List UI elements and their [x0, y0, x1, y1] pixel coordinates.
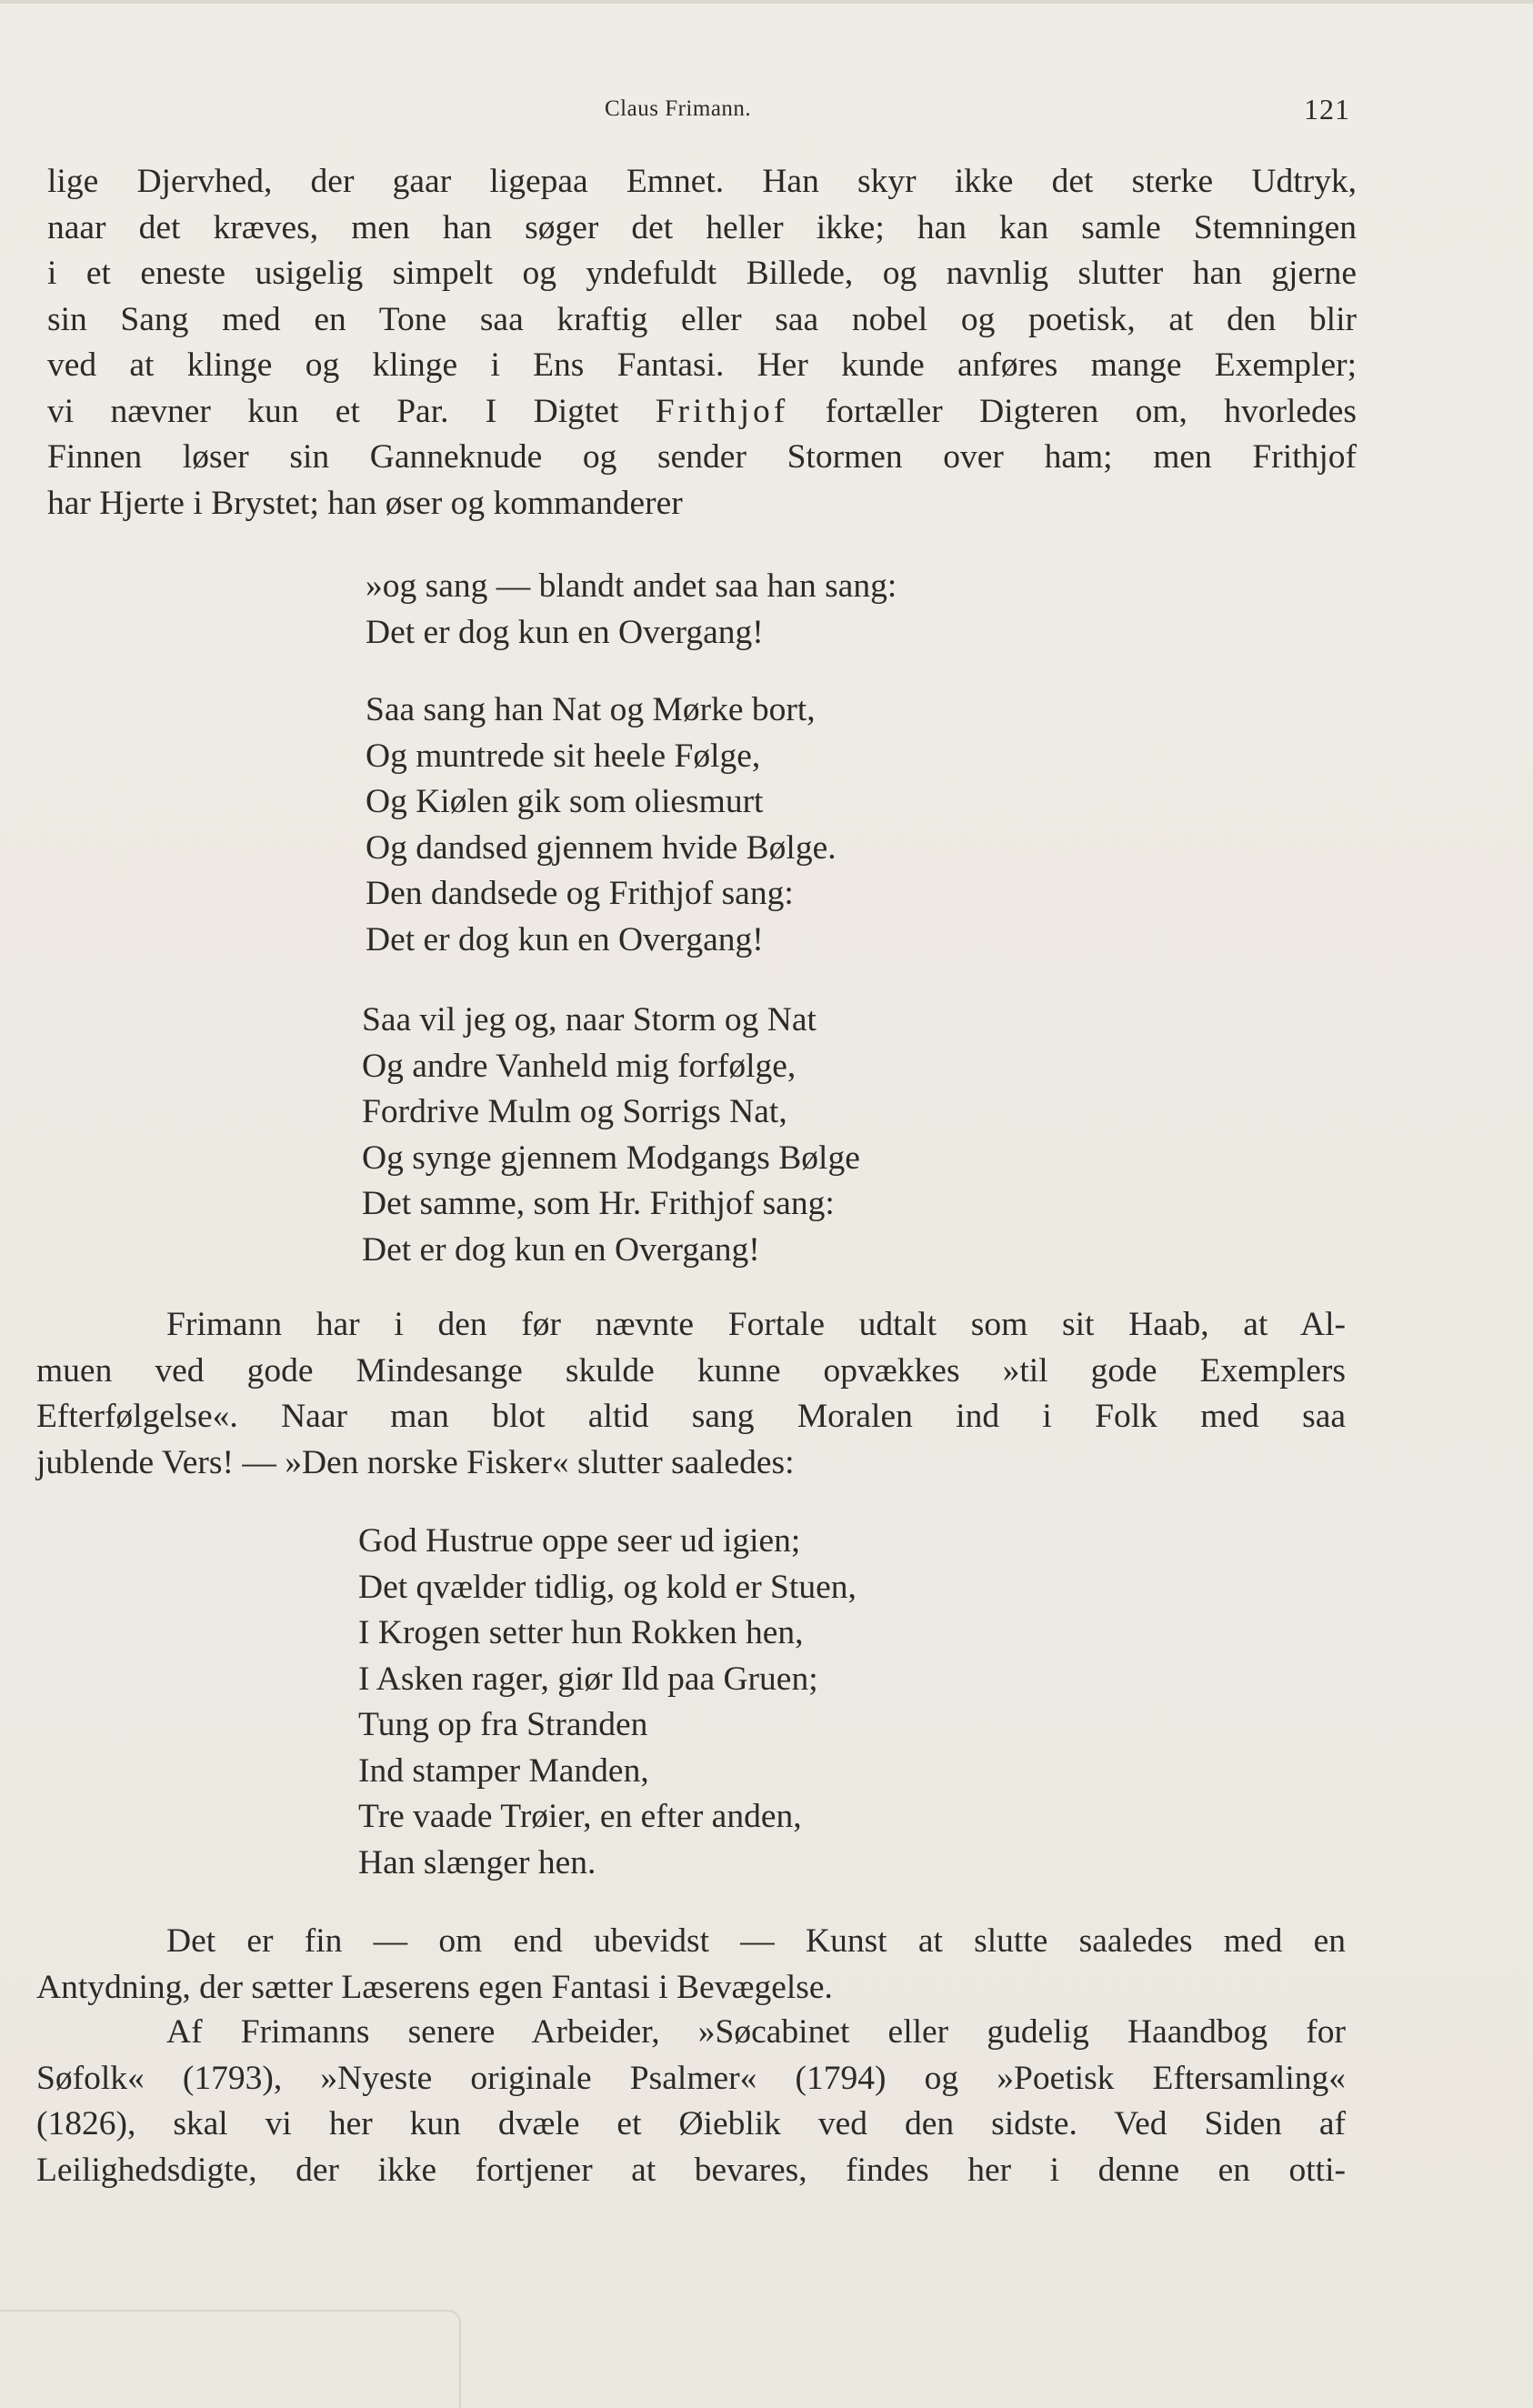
- verse-line: Saa sang han Nat og Mørke bort,: [366, 691, 816, 728]
- verse-line: Og muntrede sit heele Følge,: [366, 737, 761, 775]
- running-title: Claus Frimann.: [605, 96, 752, 121]
- verse-line: »og sang — blandt andet saa han sang:: [366, 567, 897, 605]
- verse-line: Ind stamper Manden,: [358, 1751, 649, 1790]
- text-line: lige Djervhed, der gaar ligepaa Emnet. Han skyr ikke det sterke Udtryk,: [47, 163, 1357, 200]
- line-text-after: fortæller Digteren om, hvorledes: [788, 392, 1357, 430]
- text-line: Frimann har i den før nævnte Fortale udtalt som sit Haab, at Al-: [166, 1306, 1346, 1343]
- verse-line: Den dandsede og Frithjof sang:: [366, 875, 794, 912]
- text-line: Finnen løser sin Ganneknude og sender Stormen over ham; men Frithjof: [47, 438, 1357, 476]
- text-line: Leilighedsdigte, der ikke fortjener at bevares, findes her i denne en otti-: [36, 2151, 1346, 2189]
- verse-line: Og andre Vanheld mig forfølge,: [362, 1047, 797, 1085]
- text-line: i et eneste usigelig simpelt og yndefuldt Billede, og navnlig slutter han gjerne: [47, 255, 1357, 292]
- text-line: Af Frimanns senere Arbeider, »Søcabinet eller gudelig Haandbog for: [166, 2013, 1346, 2051]
- text-line: (1826), skal vi her kun dvæle et Øieblik ved den sidste. Ved Siden af: [36, 2105, 1346, 2142]
- text-line: Antydning, der sætter Læserens egen Fantasi i Bevægelse.: [36, 1968, 833, 2006]
- paragraph-2: [36, 1302, 1346, 1486]
- paragraph-3: [36, 1919, 1346, 2011]
- verse-line: Og Kiølen gik som oliesmurt: [366, 783, 764, 820]
- verse-line: Han slænger hen.: [358, 1843, 596, 1881]
- verse-line: God Hustrue oppe seer ud igien;: [358, 1522, 801, 1560]
- line-text-before: vi nævner kun et Par. I Digtet: [47, 392, 656, 430]
- verse-stanza-3: [362, 998, 860, 1273]
- text-line: muen ved gode Mindesange skulde kunne opvækkes »til gode Exemplers: [36, 1351, 1346, 1390]
- scan-top-edge: [0, 0, 1533, 4]
- verse-line: Det qvælder tidlig, og kold er Stuen,: [358, 1568, 857, 1606]
- text-line-with-title: [47, 389, 1357, 436]
- poem-title-frithjof: Frithjof: [655, 392, 789, 430]
- verse-line: Saa vil jeg og, naar Storm og Nat: [362, 1001, 817, 1038]
- paragraph-4: [36, 2010, 1346, 2193]
- text-line: naar det kræves, men han søger det heller ikke; han kan samle Stemningen: [47, 208, 1357, 246]
- verse-line: Det er dog kun en Overgang!: [366, 613, 764, 651]
- verse-line: Det er dog kun en Overgang!: [366, 920, 764, 958]
- verse-line: Fordrive Mulm og Sorrigs Nat,: [362, 1093, 787, 1130]
- verse-stanza-4: [358, 1519, 857, 1886]
- text-line: Søfolk« (1793), »Nyeste originale Psalmer« (1794) og »Poetisk Eftersamling«: [36, 2059, 1346, 2097]
- page-number: 121: [1304, 93, 1350, 125]
- verse-stanza-1: [366, 564, 897, 656]
- verse-line: I Asken rager, giør Ild paa Gruen;: [358, 1660, 818, 1698]
- text-line: Det er fin — om end ubevidst — Kunst at slutte saaledes med en: [166, 1922, 1346, 1960]
- verse-line: Og dandsed gjennem hvide Bølge.: [366, 828, 837, 867]
- verse-line: Det samme, som Hr. Frithjof sang:: [362, 1185, 835, 1222]
- verse-line: I Krogen setter hun Rokken hen,: [358, 1614, 804, 1651]
- verse-line: Tung op fra Stranden: [358, 1706, 648, 1743]
- verse-line: Og synge gjennem Modgangs Bølge: [362, 1139, 860, 1177]
- page-header: [0, 91, 1533, 136]
- verse-line: Det er dog kun en Overgang!: [362, 1230, 760, 1269]
- verse-line: Tre vaade Trøier, en efter anden,: [358, 1798, 802, 1835]
- paragraph-1: [47, 159, 1357, 527]
- text-line: har Hjerte i Brystet; han øser og kommanderer: [47, 484, 683, 522]
- scan-paper-edge: [0, 2310, 461, 2408]
- text-line: sin Sang med en Tone saa kraftig eller saa nobel og poetisk, at den blir: [47, 300, 1357, 338]
- text-line: Efterfølgelse«. Naar man blot altid sang Moralen ind i Folk med saa: [36, 1398, 1346, 1435]
- text-line: jublende Vers! — »Den norske Fisker« slutter saaledes:: [36, 1443, 795, 1481]
- text-line: ved at klinge og klinge i Ens Fantasi. Her kunde anføres mange Exempler;: [47, 346, 1357, 384]
- verse-stanza-2: [366, 687, 837, 963]
